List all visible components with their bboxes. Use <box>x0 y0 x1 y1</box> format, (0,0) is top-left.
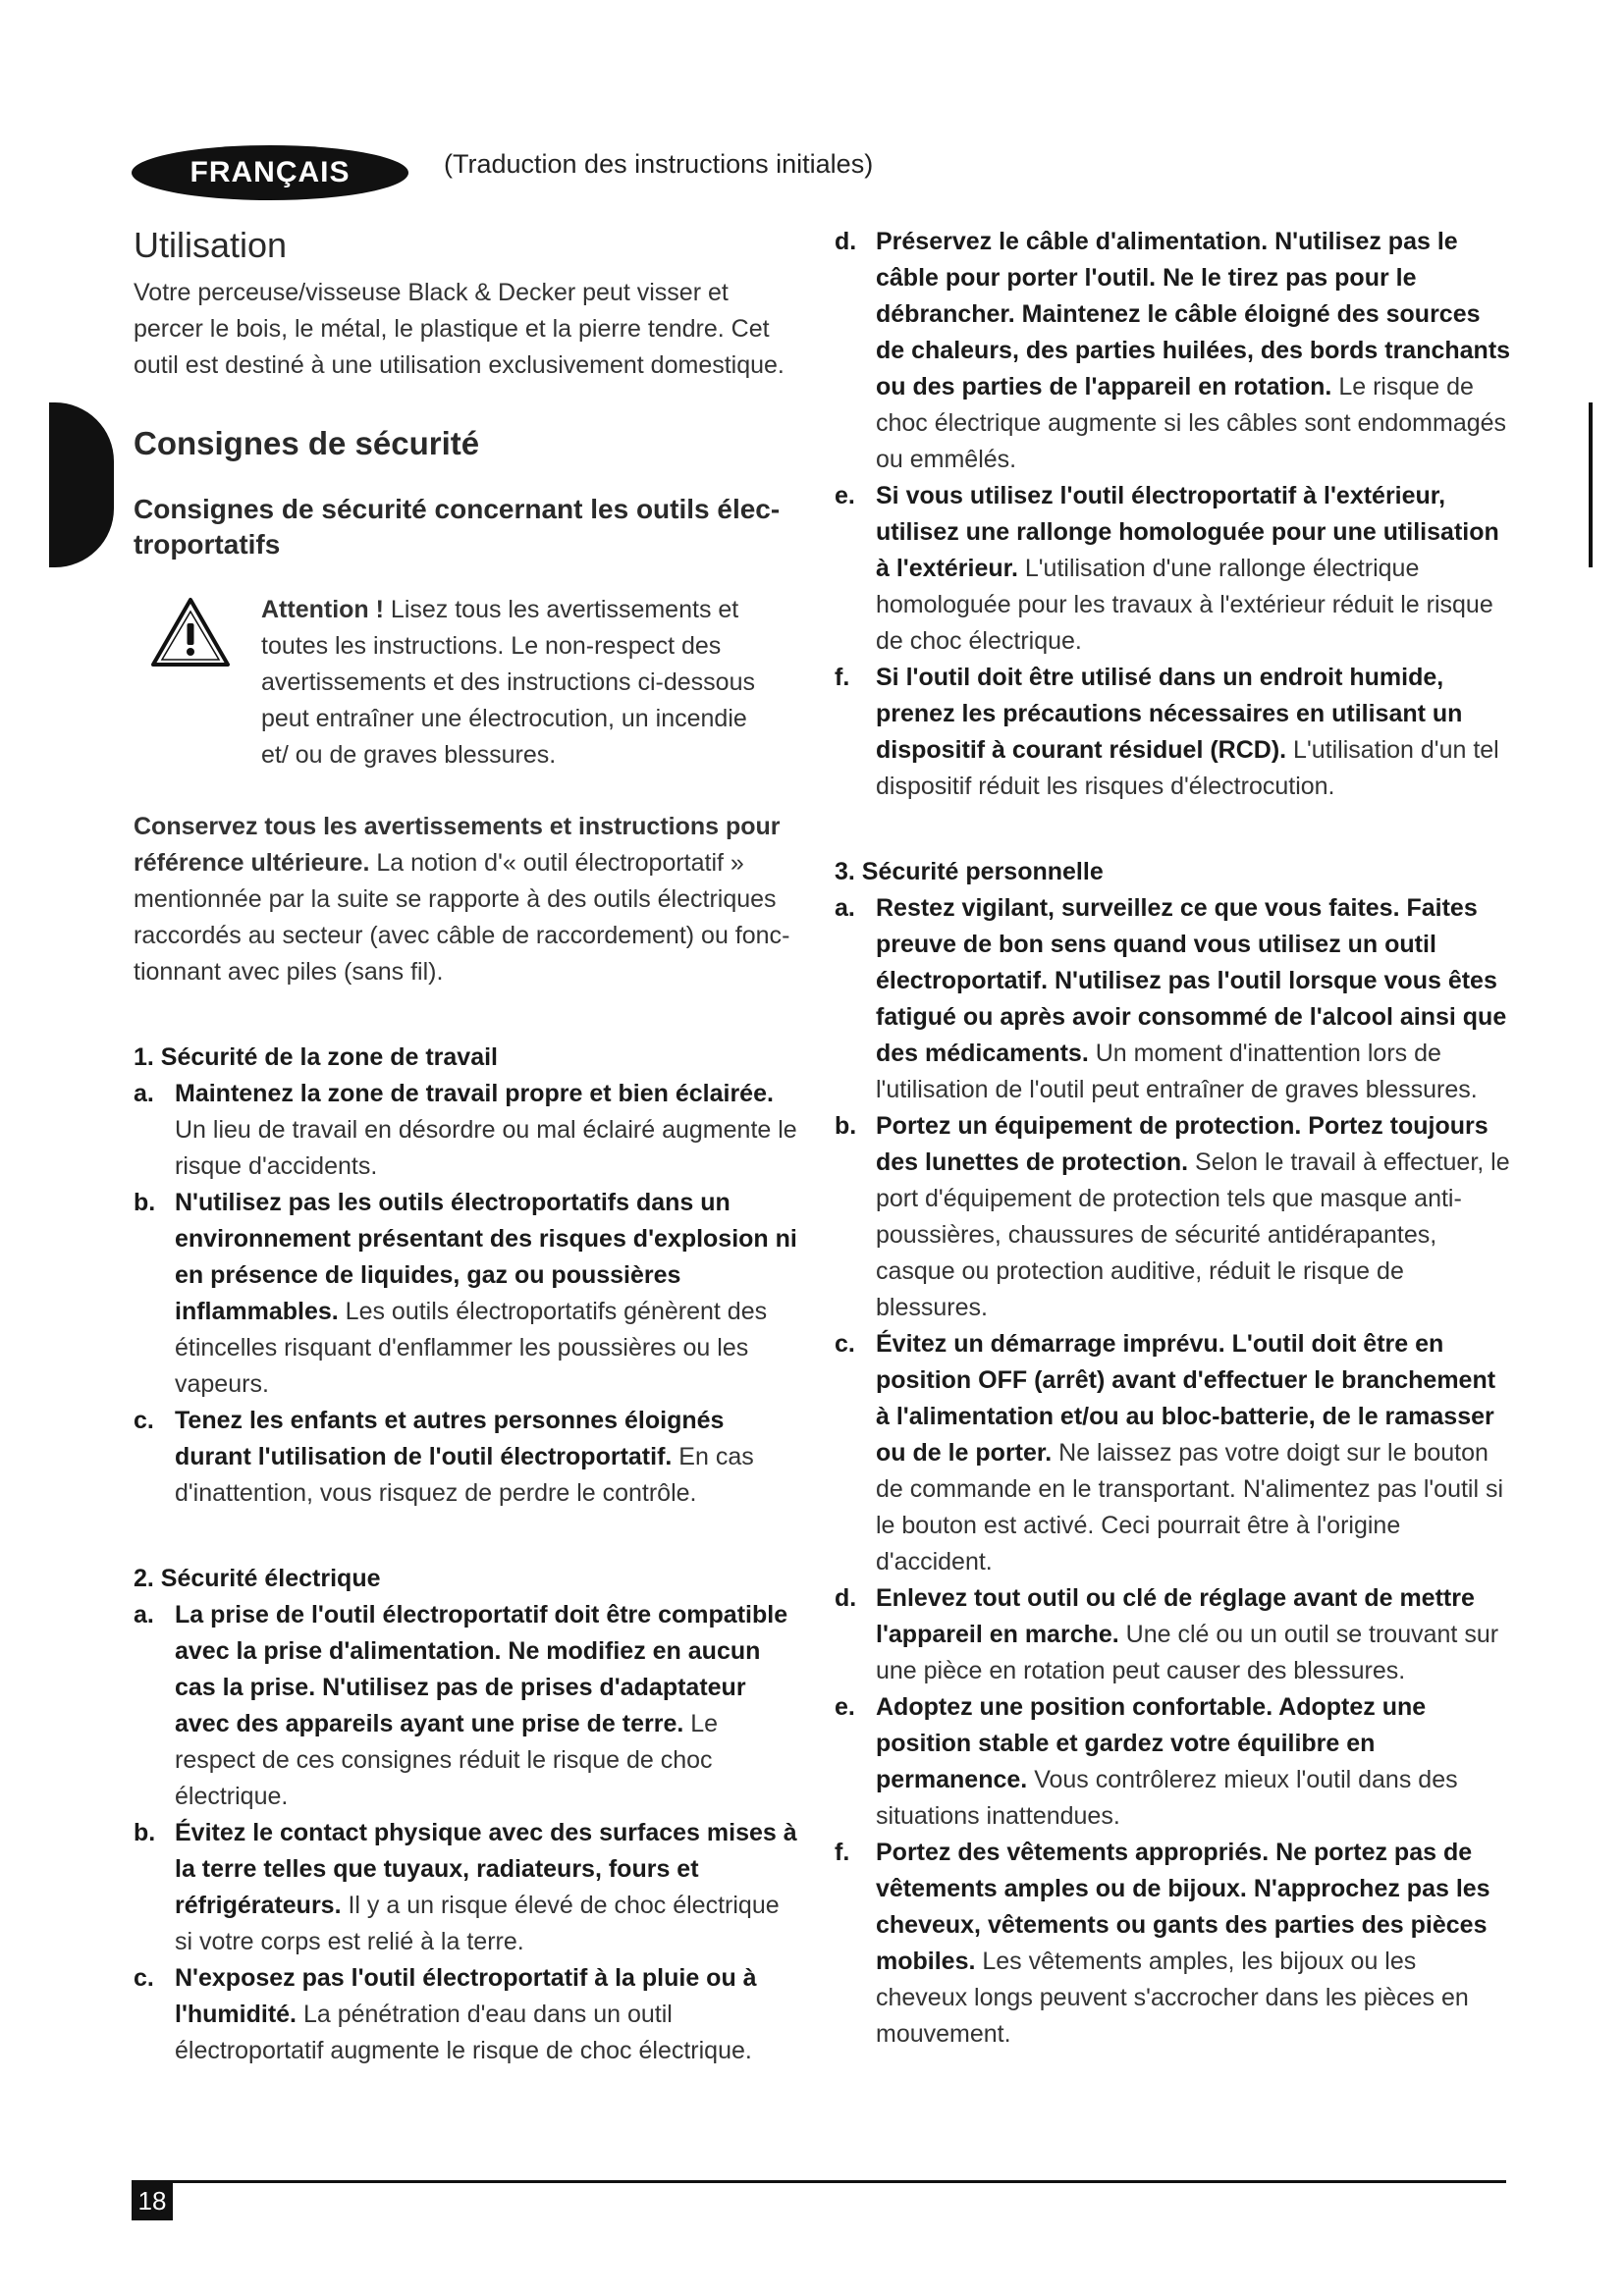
footer-rule <box>132 2180 1506 2183</box>
page-number: 18 <box>132 2181 173 2220</box>
list-item: f. Si l'outil doit être utilisé dans un endroit humide, prenez les précautions nécessaires en utilisant un dispositif à courant résiduel (RCD). L'utilisation d'un tel dispositif réduit les risques d'électrocution. <box>835 664 1499 800</box>
use-paragraph: Votre perceuse/visseuse Black & Decker peut visser et percer le bois, le métal, le plastique et la pierre tendre. Cet outil est destiné à une utilisation exclusivement domestique. <box>134 279 785 379</box>
section-2-heading: 2. Sécurité électrique <box>134 1565 381 1592</box>
list-item: d. Enlevez tout outil ou clé de réglage avant de mettre l'appareil en marche. Une clé ou un outil se trouvant sur une pièce en rotation peut causer des blessures. <box>835 1584 1499 1684</box>
list-item: f. Portez des vêtements appropriés. Ne portez pas de vêtements amples ou de bijoux. N'approchez pas les cheveux, vêtements ou gants des parties des pièces mobiles. Les vêtements amples, les bijoux ou les cheveux longs peuvent s'accrocher dans les pièces en mouvement. <box>835 1839 1490 2048</box>
keep-body: La notion d'« outil électroportatif » mentionnée par la suite se rapporte à des outils électriques raccordés au secteur (avec câble de raccordement) ou fonctionnant avec piles (sans fil). <box>134 849 790 986</box>
right-column <box>835 224 1512 2053</box>
safety-title: Consignes de sécurité <box>134 425 480 461</box>
list-item: b. N'utilisez pas les outils électroportatifs dans un environnement présentant des risques d'explosion ni en présence de liquides, gaz ou poussières inflammables. Les outils électroportatifs génèrent des étincelles risquant d'enflammer les poussières ou les vapeurs. <box>134 1189 797 1398</box>
list-item: c. Tenez les enfants et autres personnes éloignés durant l'utilisation de l'outil électroportatif. En cas d'inattention, vous risquez de perdre le contrôle. <box>134 1407 754 1507</box>
warning-text <box>261 592 772 774</box>
list-item: b. Évitez le contact physique avec des surfaces mises à la terre telles que tuyaux, radiateurs, fours et réfrigérateurs. Il y a un risque élevé de choc électrique si votre corps est relié à la terre. <box>134 1819 797 1955</box>
section-3-heading: 3. Sécurité personnelle <box>835 858 1104 885</box>
list-item: c. N'exposez pas l'outil électroportatif à la pluie ou à l'humidité. La pénétration d'eau dans un outil électroportatif augmente le risque de choc électrique. <box>134 1964 757 2064</box>
warning-body: Lisez tous les avertissements et toutes les instructions. Le non-respect des avertissements et des instructions ci-dessous peut entraîner une électrocution, un incendie et/ ou de graves blessures. <box>261 596 755 769</box>
list-item: b. Portez un équipement de protection. Portez toujours des lunettes de protection. Selon le travail à effectuer, le port d'équipement de protection tels que masque anti-poussières, chaussures de sécurité antidérapantes, casque ou protection auditive, réduit le risque de blessures. <box>835 1112 1510 1321</box>
warning-triangle-icon <box>149 592 232 774</box>
list-item: a. La prise de l'outil électroportatif doit être compatible avec la prise d'alimentation. Ne modifiez en aucun cas la prise. N'utilisez pas de prises d'adaptateur avec des appareils ayant une prise de terre. Le respect de ces consignes réduit le risque de choc électrique. <box>134 1601 788 1810</box>
list-item: e. Si vous utilisez l'outil électroportatif à l'extérieur, utilisez une rallonge homologuée pour une utilisation à l'extérieur. L'utilisation d'une rallonge électrique homologuée pour les travaux à l'extérieur réduit le risque de choc électrique. <box>835 482 1499 655</box>
section-1-heading: 1. Sécurité de la zone de travail <box>134 1043 498 1071</box>
translation-note: (Traduction des instructions initiales) <box>444 149 874 179</box>
left-column <box>134 224 801 2069</box>
margin-rule <box>1589 402 1593 567</box>
list-item: a. Restez vigilant, surveillez ce que vous faites. Faites preuve de bon sens quand vous utilisez un outil électroportatif. N'utilisez pas l'outil lorsque vous êtes fatigué ou après avoir consommé de l'alcool ainsi que des médicaments. Un moment d'inattention lors de l'utilisation de l'outil peut entraîner de graves blessures. <box>835 894 1507 1103</box>
list-item: c. Évitez un démarrage imprévu. L'outil doit être en position OFF (arrêt) avant d'effectuer le branchement à l'alimentation et/ou au bloc-batterie, de le ramasser ou de le porter. Ne laissez pas votre doigt sur le bouton de commande en le transportant. N'alimentez pas l'outil si le bouton est activé. Ceci pourrait être à l'origine d'accident. <box>835 1330 1504 1575</box>
list-item: a. Maintenez la zone de travail propre et bien éclairée. Un lieu de travail en désordre ou mal éclairé augmente le risque d'accidents. <box>134 1080 797 1180</box>
list-item: e. Adoptez une position confortable. Adoptez une position stable et gardez votre équilibre en permanence. Vous contrôlerez mieux l'outil dans des situations inattendues. <box>835 1693 1458 1830</box>
list-item: d. Préservez le câble d'alimentation. N'utilisez pas le câble pour porter l'outil. Ne le tirez pas pour le débrancher. Maintenez le câble éloigné des sources de chaleurs, des parties huilées, des bords tranchants ou des parties de l'appareil en rotation. Le risque de choc électrique augmente si les câbles sont endommagés ou emmêlés. <box>835 228 1511 473</box>
keep-bold: Conservez tous les avertissements et instructions pour référence ultérieure. <box>134 813 781 877</box>
safety-subtitle: Consignes de sécurité concernant les outils électroportatifs <box>134 494 781 560</box>
warning-block <box>134 592 801 774</box>
keep-instructions <box>134 809 801 990</box>
section-tab-marker <box>49 402 114 567</box>
language-badge: FRANÇAIS <box>132 145 408 200</box>
use-title: Utilisation <box>134 225 288 265</box>
warning-label: Attention ! <box>261 596 384 623</box>
